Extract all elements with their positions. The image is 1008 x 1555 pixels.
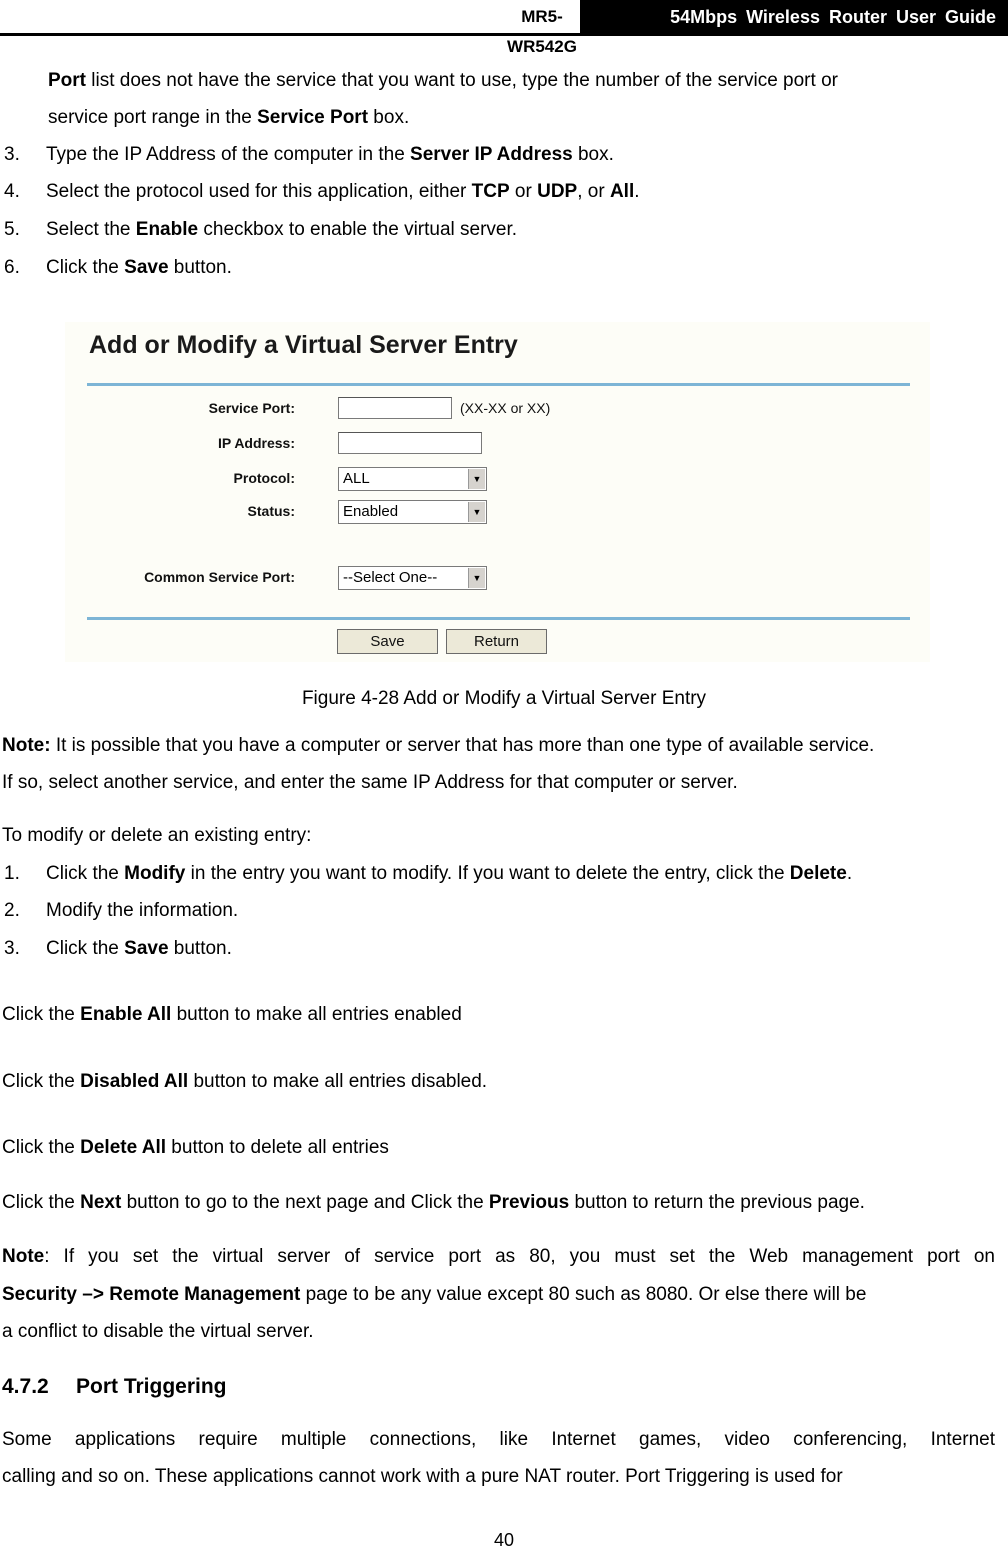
text: button to go to the next page and Click the xyxy=(121,1192,489,1213)
bold-modify: Modify xyxy=(124,863,186,884)
step-number: 1. xyxy=(4,863,20,884)
chevron-down-icon[interactable]: ▼ xyxy=(468,502,485,522)
bold-save: Save xyxy=(124,257,169,278)
page-number: 40 xyxy=(493,1530,515,1550)
common-service-port-label: Common Service Port: xyxy=(144,569,295,585)
text: Modify the information. xyxy=(46,900,239,921)
bold-service-port: Service Port xyxy=(257,107,369,128)
figure-top-rule xyxy=(87,383,910,386)
protocol-select-value: ALL xyxy=(343,470,370,487)
text: button to delete all entries xyxy=(166,1137,389,1158)
note-2-line-1 xyxy=(2,1238,995,1276)
text: It is possible that you have a computer or server that has more than one type of available service. xyxy=(50,735,875,756)
note-2-line-2 xyxy=(2,1276,995,1314)
bold-previous: Previous xyxy=(488,1192,570,1213)
figure-caption: Figure 4-28 Add or Modify a Virtual Server Entry xyxy=(301,688,707,709)
note-1-line-2: If so, select another service, and enter the same IP Address for that computer or server. xyxy=(2,772,738,793)
header-model: MR5-WR542G xyxy=(507,7,577,56)
text: button to make all entries enabled xyxy=(171,1004,462,1025)
text: button to make all entries disabled. xyxy=(188,1071,488,1092)
section-title: Port Triggering xyxy=(76,1375,227,1398)
common-service-port-select[interactable] xyxy=(338,566,487,590)
text: page to be any value except 80 such as 8080. Or else there will be xyxy=(300,1284,867,1305)
modify-intro: To modify or delete an existing entry: xyxy=(2,825,312,846)
step-number: 3. xyxy=(4,938,20,959)
delete-all-line xyxy=(2,1129,995,1167)
text: Click the xyxy=(46,257,125,278)
service-port-label: Service Port: xyxy=(208,400,295,416)
bold-all: All xyxy=(609,181,635,202)
text: box. xyxy=(368,107,410,128)
bold-delete-all: Delete All xyxy=(80,1137,167,1158)
bold-server-ip: Server IP Address xyxy=(410,144,573,165)
protocol-select[interactable] xyxy=(338,467,487,491)
status-select[interactable] xyxy=(338,500,487,524)
section-heading xyxy=(2,1368,227,1406)
text: Select the xyxy=(46,219,136,240)
service-port-hint: (XX-XX or XX) xyxy=(460,400,551,416)
bold-security-remote-management: Security –> Remote Management xyxy=(2,1284,301,1305)
bold-tcp: TCP xyxy=(471,181,510,202)
text: button to return the previous page. xyxy=(569,1192,865,1213)
enable-all-line xyxy=(2,996,995,1034)
bold-udp: UDP xyxy=(537,181,578,202)
bold-port: Port xyxy=(48,70,86,91)
section-paragraph-line-1: Some applications require multiple connections, like Internet games, video conferencing, Internet xyxy=(2,1429,995,1450)
text: : If you set the virtual server of service port as 80, you must set the Web management port on xyxy=(44,1246,995,1267)
bold-enable-all: Enable All xyxy=(80,1004,172,1025)
text: Click the xyxy=(2,1071,81,1092)
status-label: Status: xyxy=(247,503,295,519)
text: , or xyxy=(577,181,610,202)
text: service port range in the xyxy=(48,107,258,128)
text: Type the IP Address of the computer in the xyxy=(46,144,411,165)
text: in the entry you want to modify. If you want to delete the entry, click the xyxy=(185,863,790,884)
text: Click the xyxy=(2,1192,81,1213)
chevron-down-icon[interactable]: ▼ xyxy=(468,568,485,588)
text: checkbox to enable the virtual server. xyxy=(198,219,518,240)
note-2-line-3: a conflict to disable the virtual server. xyxy=(2,1321,314,1342)
text: . xyxy=(634,181,640,202)
ip-address-label: IP Address: xyxy=(217,435,295,451)
step-number: 5. xyxy=(4,219,20,240)
disabled-all-line xyxy=(2,1063,995,1101)
service-port-input[interactable] xyxy=(338,397,452,419)
common-service-port-value: --Select One-- xyxy=(343,569,438,586)
status-select-value: Enabled xyxy=(343,503,399,520)
header-rule xyxy=(0,33,1008,36)
text: or xyxy=(509,181,538,202)
step-number: 6. xyxy=(4,257,20,278)
note-label: Note: xyxy=(2,735,51,756)
return-button[interactable]: Return xyxy=(446,629,547,654)
bold-disabled-all: Disabled All xyxy=(80,1071,189,1092)
text: Click the xyxy=(46,938,125,959)
virtual-server-figure xyxy=(65,322,930,662)
text: Click the xyxy=(46,863,125,884)
step-number: 4. xyxy=(4,181,20,202)
section-paragraph-line-2: calling and so on. These applications cannot work with a pure NAT router. Port Triggering is used for xyxy=(2,1466,843,1487)
bold-save: Save xyxy=(124,938,169,959)
section-number: 4.7.2 xyxy=(2,1375,49,1398)
header-guide-title: 54Mbps Wireless Router User Guide xyxy=(580,0,1008,33)
bold-next: Next xyxy=(80,1192,122,1213)
text: Click the xyxy=(2,1137,81,1158)
protocol-label: Protocol: xyxy=(233,470,295,486)
note-label: Note xyxy=(2,1246,45,1267)
bold-enable: Enable xyxy=(135,219,199,240)
figure-title: Add or Modify a Virtual Server Entry xyxy=(89,331,518,359)
next-previous-line xyxy=(2,1184,995,1222)
text: . xyxy=(846,863,853,884)
text: list does not have the service that you want to use, type the number of the service port or xyxy=(86,70,838,91)
text: Click the xyxy=(2,1004,81,1025)
bold-delete: Delete xyxy=(789,863,847,884)
text: button. xyxy=(168,938,232,959)
text: Select the protocol used for this application, either xyxy=(46,181,472,202)
step-number: 3. xyxy=(4,144,20,165)
text: box. xyxy=(572,144,614,165)
figure-bottom-rule xyxy=(87,617,910,620)
save-button[interactable]: Save xyxy=(337,629,438,654)
note-1-line-1 xyxy=(2,727,995,765)
ip-address-input[interactable] xyxy=(338,432,482,454)
chevron-down-icon[interactable]: ▼ xyxy=(468,469,485,489)
step-number: 2. xyxy=(4,900,20,921)
text: button. xyxy=(168,257,232,278)
